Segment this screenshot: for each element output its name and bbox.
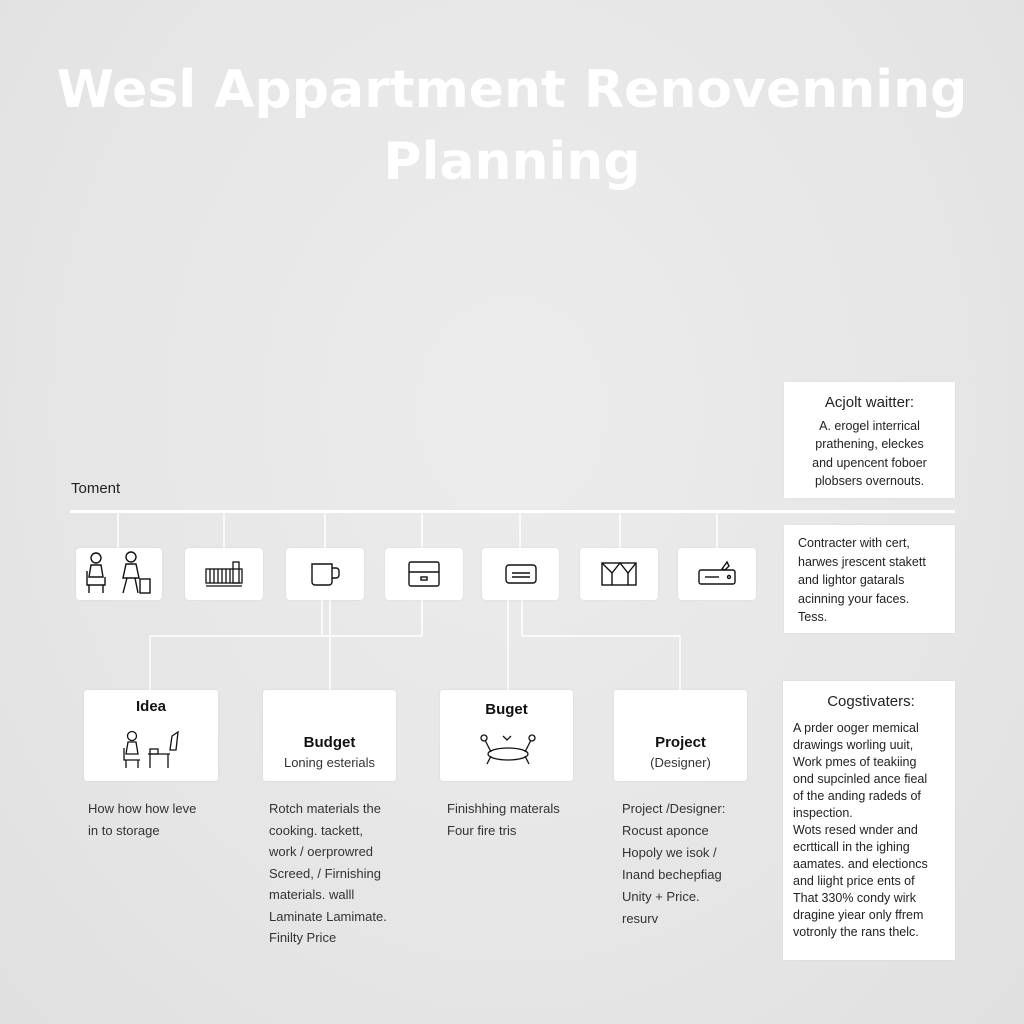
card-project (614, 690, 747, 781)
tools-box-icon (678, 548, 756, 600)
person-desk-icon (120, 730, 184, 770)
card-title: Idea (135, 698, 166, 715)
side-box-adjolt-waitter (784, 382, 955, 498)
card-subtitle: Loning esterials (283, 755, 376, 770)
card-title: Budget (303, 734, 356, 751)
timeline-line (70, 510, 955, 513)
card-subtitle: (Designer) (650, 755, 711, 770)
map-icon (580, 548, 658, 600)
drawer-icon (385, 548, 463, 600)
books-icon (185, 548, 263, 600)
card-idea (84, 690, 218, 781)
note-idea: How how how leve in to storage (88, 801, 197, 838)
side-box-body: Contracter with cert, harwes jrescent stakett and lightor gatarals acinning your faces. Tess. (798, 536, 926, 624)
side-box-title: Cogstivaters: (827, 693, 915, 710)
card-budget (263, 690, 396, 781)
note-project: Project /Designer: Rocust aponce Hopoly we isok / Inand bechepfiag Unity + Price. resurv (622, 801, 726, 926)
page-title: Wesl Appartment Renovenning (56, 60, 968, 120)
mug-icon (286, 548, 364, 600)
side-box-body: A prder ooger memical drawings worling uuit, Work pmes of teakiing ond supcinled ance fieal of the anding radeds of inspection. Wots resed wnder and ecrtticall in the ighing aamates. and electioncs and liight price ents of That 330% condy wirk dragine yiear only ffrem votronly the rans thelc. (793, 720, 928, 939)
card-icon (482, 548, 559, 600)
table-chairs-icon (477, 732, 539, 768)
note-buget: Finishhing materals Four fire tris (447, 801, 560, 838)
card-title: Buget (485, 701, 528, 718)
note-budget: Rotch materials the cooking. tackett, work / oerprowred Screed, / Firnishing materials. walll Laminate Lamimate. Finilty Price (269, 801, 387, 945)
side-box-body: A. erogel interrical prathening, eleckes and upencent foboer plobsers overnouts. (812, 418, 927, 488)
side-box-cogstivaters (783, 681, 955, 960)
card-buget (440, 690, 573, 781)
page-title-line-2: Planning (383, 132, 641, 192)
card-title: Project (655, 734, 706, 751)
timeline-label: Toment (71, 480, 121, 497)
people-icon (76, 548, 162, 600)
side-box-contracter (784, 525, 955, 633)
side-box-title: Acjolt waitter: (824, 394, 915, 411)
